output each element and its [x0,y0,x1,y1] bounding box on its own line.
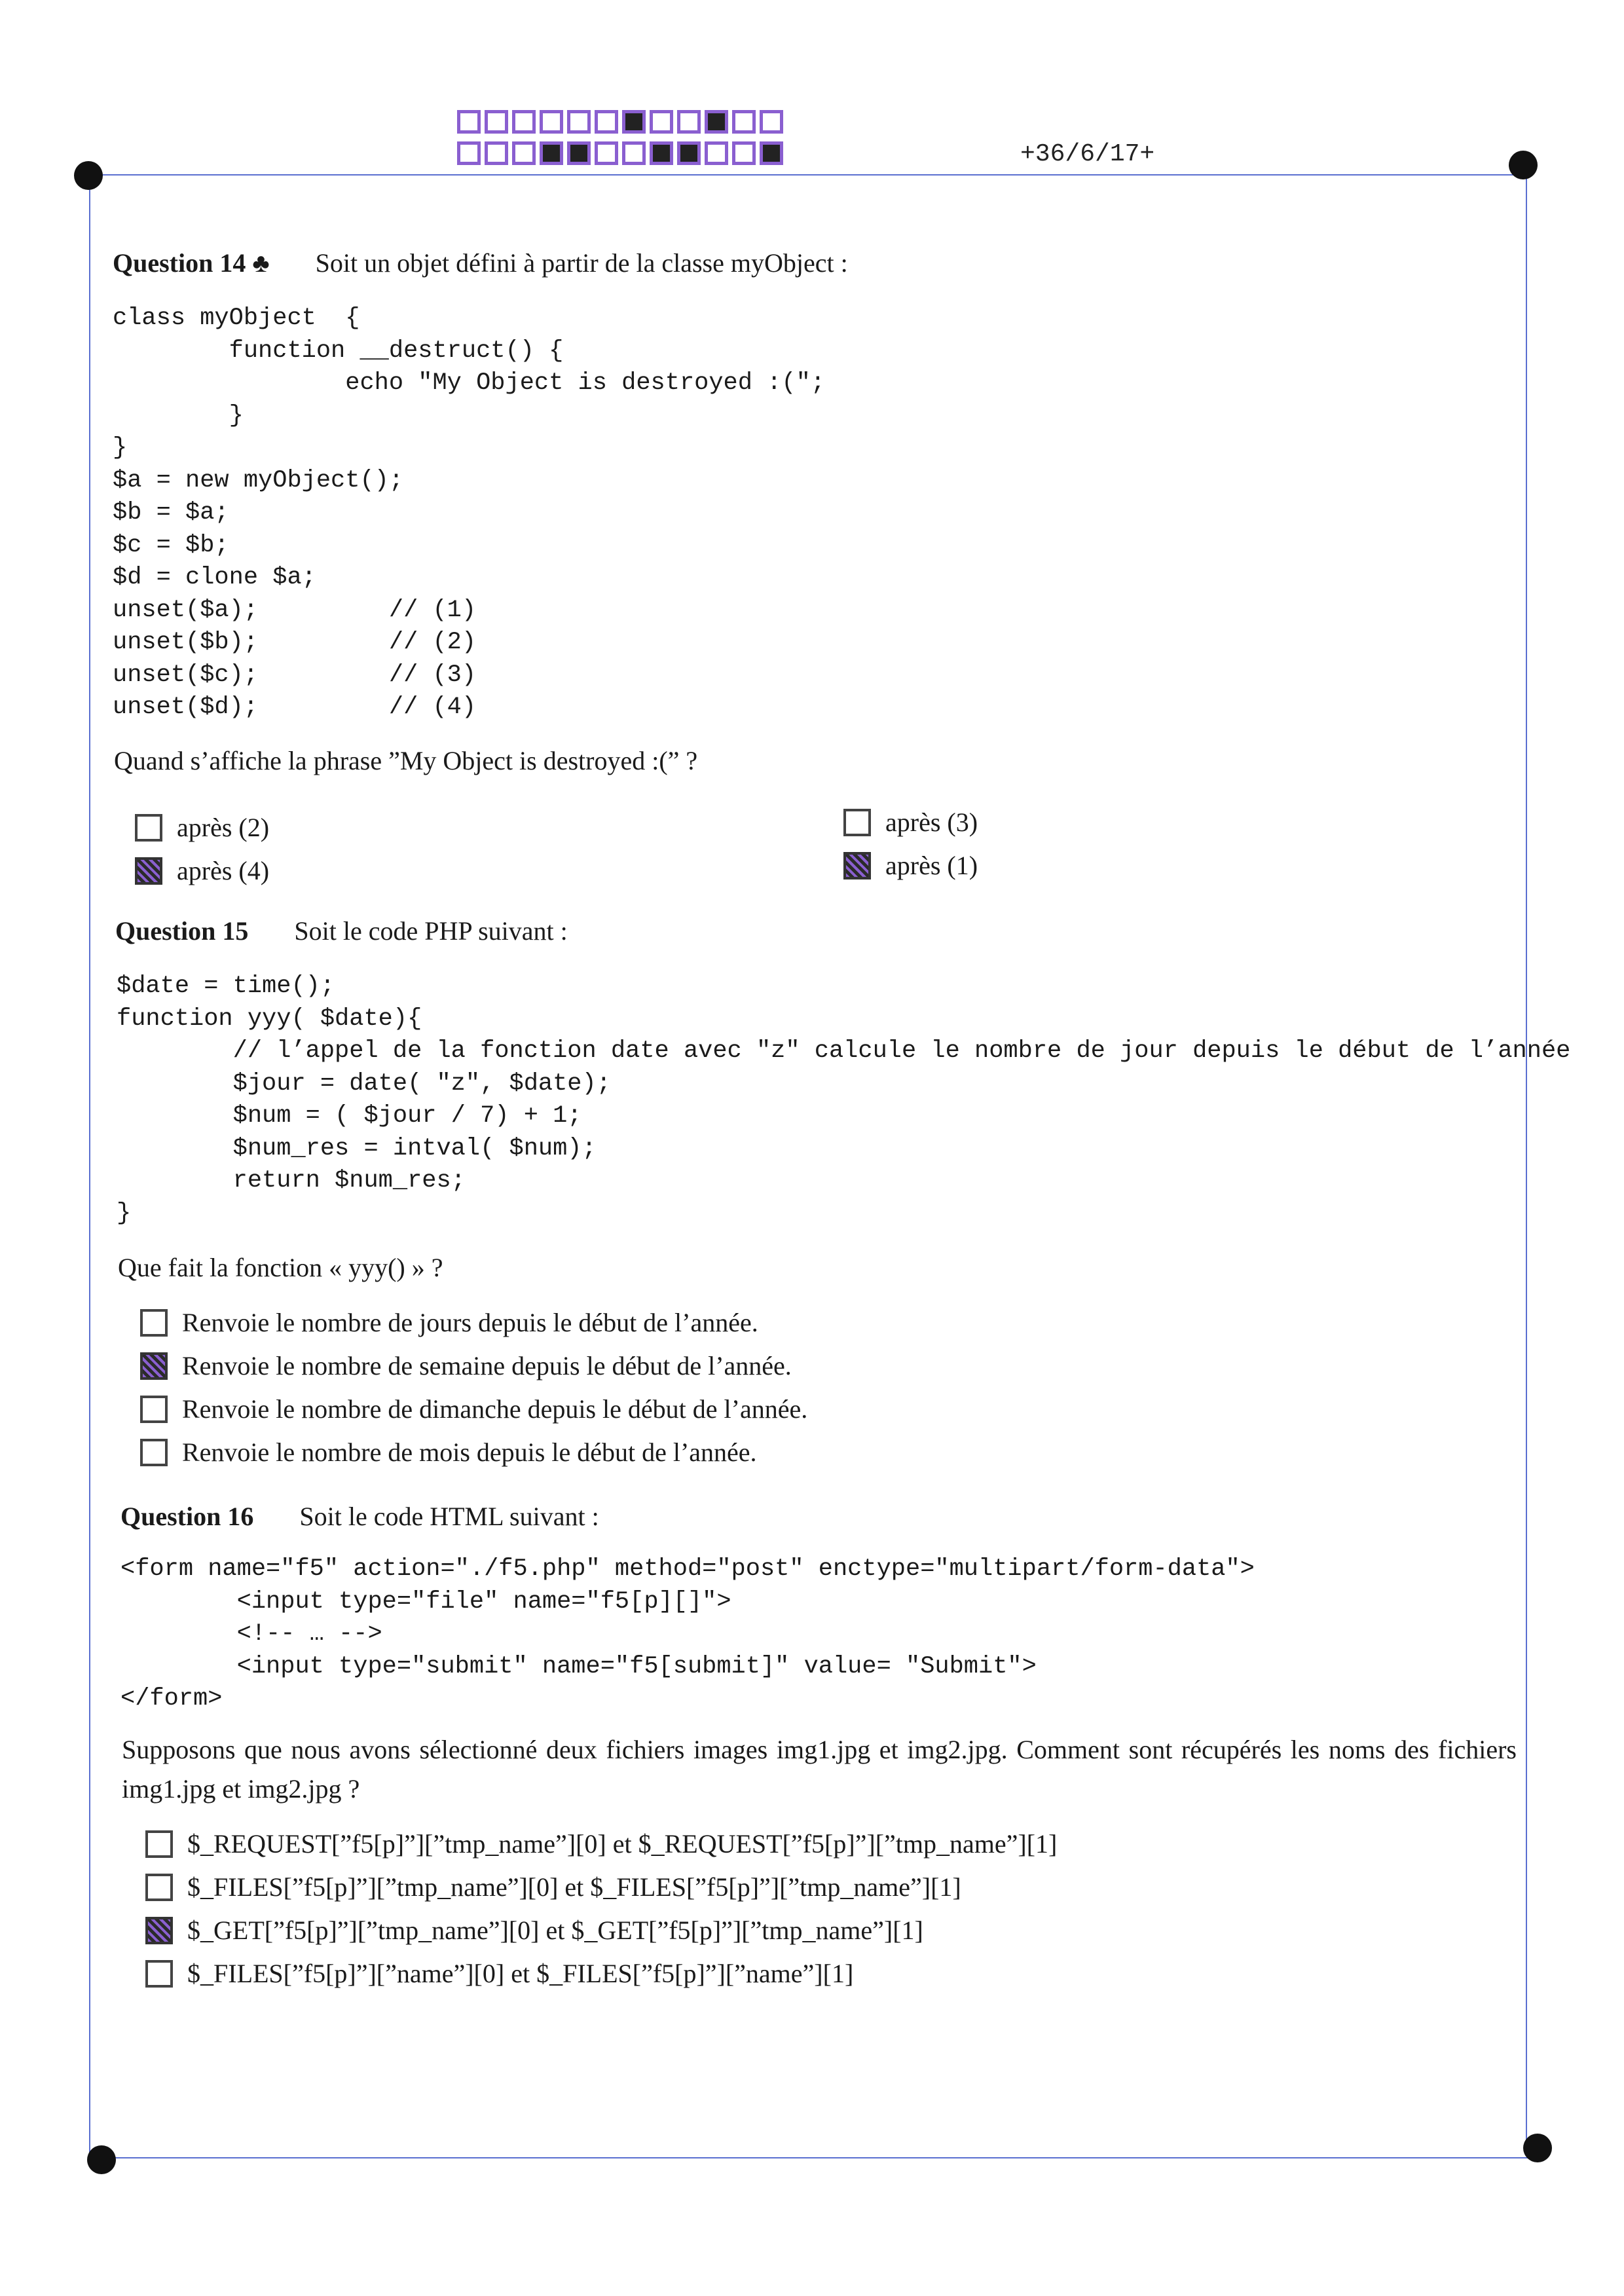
q14-option-apres-2[interactable] [135,812,269,843]
barcode-row-top [457,110,787,134]
question-14-title [113,248,848,278]
option-label: Renvoie le nombre de dimanche depuis le début de l’année. [182,1394,808,1424]
barcode-cell [485,141,508,165]
option-label: Renvoie le nombre de mois depuis le début de l’année. [182,1437,757,1467]
question-16-title [120,1501,599,1532]
question-15-code: $date = time(); function yyy( $date){ // l’appel de la fonction date avec "z" calcule le nombre de jour depuis le début de l’année $jour = date( "z", $date); $num = ( $jour / 7) + 1; $num_res = intval( $num); return $num_res; } [117,972,1571,1227]
barcode-cell [457,110,481,134]
option-label: après (2) [177,813,270,842]
barcode-cell [540,141,563,165]
checkbox[interactable] [145,1917,173,1944]
frame-top-line [89,174,1527,176]
checkbox[interactable] [140,1352,168,1380]
page-id: +36/6/17+ [1020,140,1155,168]
option-label: après (4) [177,856,270,885]
q16-option-request[interactable] [145,1828,1057,1859]
checkbox[interactable] [140,1439,168,1466]
q15-option-mois[interactable] [140,1437,757,1468]
barcode-cell [705,141,728,165]
question-statement: Soit un objet défini à partir de la classe myObject : [315,248,848,278]
checkbox[interactable] [145,1830,173,1858]
option-label: $_FILES[”f5[p]”][”name”][0] et $_FILES[”f5[p]”][”name”][1] [187,1959,854,1988]
question-16-prompt: Supposons que nous avons sélectionné deux fichiers images img1.jpg et img2.jpg. Comment sont récupérés les noms des fichiers img1.jpg et img2.jpg ? [122,1735,1517,1804]
barcode-cell [622,110,646,134]
checkbox[interactable] [135,857,162,885]
q16-option-files-tmp-name[interactable] [145,1872,961,1902]
barcode-cell [732,141,756,165]
barcode-cell [650,110,673,134]
q14-option-apres-1[interactable] [843,850,978,881]
barcode-cell [567,110,591,134]
frame-bottom-line [102,2157,1540,2158]
option-label: $_REQUEST[”f5[p]”][”tmp_name”][0] et $_REQUEST[”f5[p]”][”tmp_name”][1] [187,1829,1058,1859]
barcode-cell [622,141,646,165]
corner-mark-top-left [74,161,103,190]
barcode-cell [512,110,536,134]
q15-option-dimanche[interactable] [140,1394,807,1424]
barcode-cell [677,110,701,134]
q16-option-get[interactable] [145,1915,923,1946]
q15-option-jours[interactable] [140,1307,758,1338]
barcode-cell [595,141,618,165]
option-label: après (3) [885,807,978,837]
q14-option-apres-4[interactable] [135,855,269,886]
q14-option-apres-3[interactable] [843,807,978,838]
corner-mark-bottom-right [1523,2134,1552,2162]
checkbox[interactable] [843,852,871,880]
barcode-cell [457,141,481,165]
checkbox[interactable] [140,1309,168,1337]
barcode-cell [705,110,728,134]
barcode-cell [595,110,618,134]
barcode-cell [677,141,701,165]
barcode-cell [540,110,563,134]
corner-mark-top-right [1509,151,1538,179]
barcode-cell [760,141,783,165]
option-label: après (1) [885,851,978,880]
frame-left-line [89,174,90,2160]
option-label: $_FILES[”f5[p]”][”tmp_name”][0] et $_FILES[”f5[p]”][”tmp_name”][1] [187,1872,961,1902]
checkbox[interactable] [145,1960,173,1988]
question-number: Question 14 [113,248,246,278]
checkbox[interactable] [843,809,871,836]
question-number: Question 16 [120,1502,254,1531]
q15-option-semaine[interactable] [140,1350,792,1381]
corner-mark-bottom-left [87,2145,116,2174]
question-statement: Soit le code PHP suivant : [294,916,568,946]
barcode-row-bottom [457,141,787,165]
question-14-code: class myObject { function __destruct() { echo "My Object is destroyed :("; } } $a = new myObject(); $b = $a; $c = $b; $d = clone $a; unset($a); // (1) unset($b); // (2) unset($c); // (3) unset($d); // (4) [113,305,825,721]
question-15-title [115,916,568,946]
barcode-cell [567,141,591,165]
q16-option-files-name[interactable] [145,1958,853,1989]
multiple-answer-club-icon: ♣ [252,248,270,278]
question-number: Question 15 [115,916,249,946]
question-statement: Soit le code HTML suivant : [299,1502,599,1531]
question-14-prompt: Quand s’affiche la phrase ”My Object is destroyed :(” ? [114,746,698,775]
option-label: $_GET[”f5[p]”][”tmp_name”][0] et $_GET[”f5[p]”][”tmp_name”][1] [187,1916,923,1945]
question-15-prompt: Que fait la fonction « yyy() » ? [118,1253,443,1282]
barcode-cell [512,141,536,165]
barcode-cell [485,110,508,134]
option-label: Renvoie le nombre de jours depuis le début de l’année. [182,1308,758,1337]
barcode-cell [650,141,673,165]
checkbox[interactable] [135,814,162,842]
barcode-cell [760,110,783,134]
option-label: Renvoie le nombre de semaine depuis le début de l’année. [182,1351,792,1380]
checkbox[interactable] [145,1874,173,1901]
barcode-cell [732,110,756,134]
checkbox[interactable] [140,1396,168,1423]
question-16-code: <form name="f5" action="./f5.php" method="post" enctype="multipart/form-data"> <input type="file" name="f5[p][]"> <!-- … --> <input type="submit" name="f5[submit]" value= "Submit"> </form> [120,1555,1255,1713]
